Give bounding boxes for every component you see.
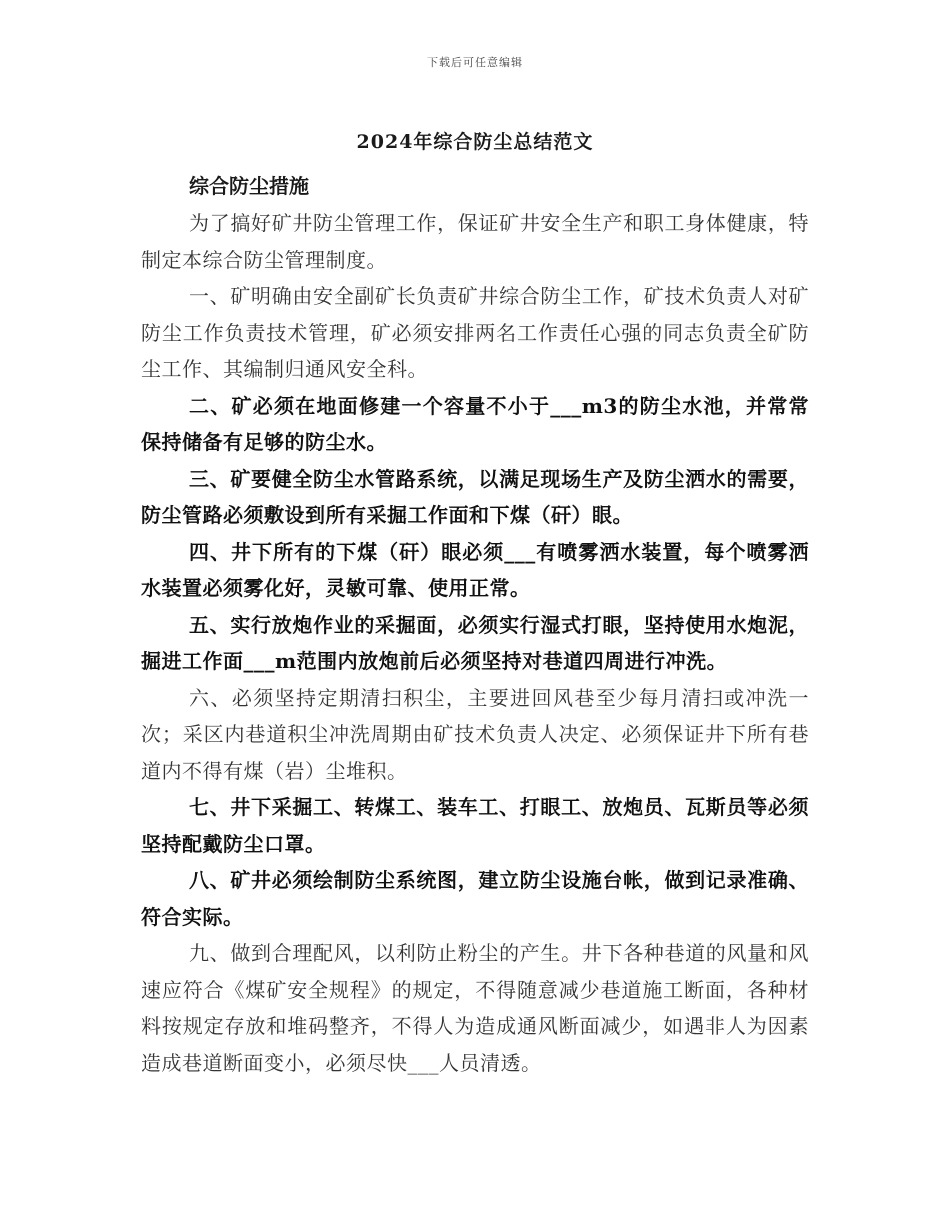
section-heading: 综合防尘措施 [189, 174, 309, 198]
paragraph: 三、矿要健全防尘水管路系统，以满足现场生产及防尘洒水的需要，防尘管路必须敷设到所有采掘工作面和下煤（矸）眼。 [141, 466, 809, 527]
page-header-note: 下载后可任意编辑 [427, 56, 523, 69]
paragraph: 七、井下采掘工、转煤工、装车工、打眼工、放炮员、瓦斯员等必须坚持配戴防尘口罩。 [141, 795, 809, 856]
document-body [141, 168, 809, 1081]
paragraph: 九、做到合理配风，以利防止粉尘的产生。井下各种巷道的风量和风速应符合《煤矿安全规程》的规定，不得随意减少巷道施工断面，各种材料按规定存放和堆码整齐，不得人为造成通风断面减少，如遇非人为因素造成巷道断面变小，必须尽快___人员清透。 [141, 941, 809, 1075]
paragraph: 四、井下所有的下煤（矸）眼必须___有喷雾洒水装置，每个喷雾洒水装置必须雾化好，灵敏可靠、使用正常。 [141, 539, 809, 600]
paragraph: 六、必须坚持定期清扫积尘，主要进回风巷至少每月清扫或冲洗一次；采区内巷道积尘冲洗周期由矿技术负责人决定、必须保证井下所有巷道内不得有煤（岩）尘堆积。 [141, 685, 809, 783]
paragraph: 八、矿井必须绘制防尘系统图，建立防尘设施台帐，做到记录准确、符合实际。 [141, 868, 809, 929]
paragraph: 为了搞好矿井防尘管理工作，保证矿井安全生产和职工身体健康，特制定本综合防尘管理制度。 [141, 211, 809, 272]
document-title: 2024年综合防尘总结范文 [356, 131, 594, 153]
paragraph-list [141, 205, 809, 1081]
paragraph: 五、实行放炮作业的采掘面，必须实行湿式打眼，坚持使用水炮泥，掘进工作面___m范围内放炮前后必须坚持对巷道四周进行冲洗。 [141, 612, 809, 673]
paragraph: 二、矿必须在地面修建一个容量不小于___m3的防尘水池，并常常保持储备有足够的防尘水。 [141, 393, 809, 454]
paragraph: 一、矿明确由安全副矿长负责矿井综合防尘工作，矿技术负责人对矿防尘工作负责技术管理，矿必须安排两名工作责任心强的同志负责全矿防尘工作、其编制归通风安全科。 [141, 284, 809, 381]
